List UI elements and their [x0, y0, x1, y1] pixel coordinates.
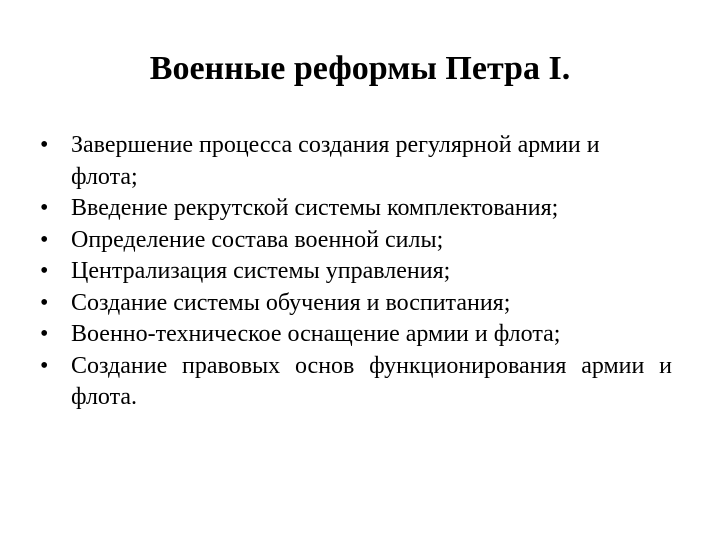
bullet-item — [40, 193, 672, 225]
bullet-icon: • — [40, 258, 49, 284]
bullet-icon: • — [40, 321, 49, 347]
bullet-icon: • — [40, 132, 49, 158]
slide-title: Военные реформы Петра I. — [149, 50, 571, 87]
bullet-list — [40, 130, 672, 414]
bullet-text: Централизация системы управления; — [71, 258, 451, 284]
bullet-item — [40, 319, 672, 351]
bullet-item — [40, 225, 672, 257]
bullet-item — [40, 351, 672, 414]
bullet-item — [40, 256, 672, 288]
bullet-icon: • — [40, 226, 49, 253]
bullet-icon: • — [40, 289, 49, 316]
bullet-item — [40, 130, 672, 193]
bullet-text: Создание системы обучения и воспитания; — [71, 289, 511, 316]
bullet-icon: • — [40, 352, 49, 379]
bullet-text: Введение рекрутской системы комплектования; — [71, 195, 559, 221]
bullet-item — [40, 288, 672, 320]
bullet-text: Создание правовых основ функционирования армии и флота. — [71, 352, 672, 410]
bullet-text: Определение состава военной силы; — [71, 226, 444, 253]
bullet-text: Военно-техническое оснащение армии и флота; — [71, 321, 561, 347]
bullet-icon: • — [40, 195, 49, 221]
bullet-text: Завершение процесса создания регулярной армии и флота; — [71, 132, 600, 190]
